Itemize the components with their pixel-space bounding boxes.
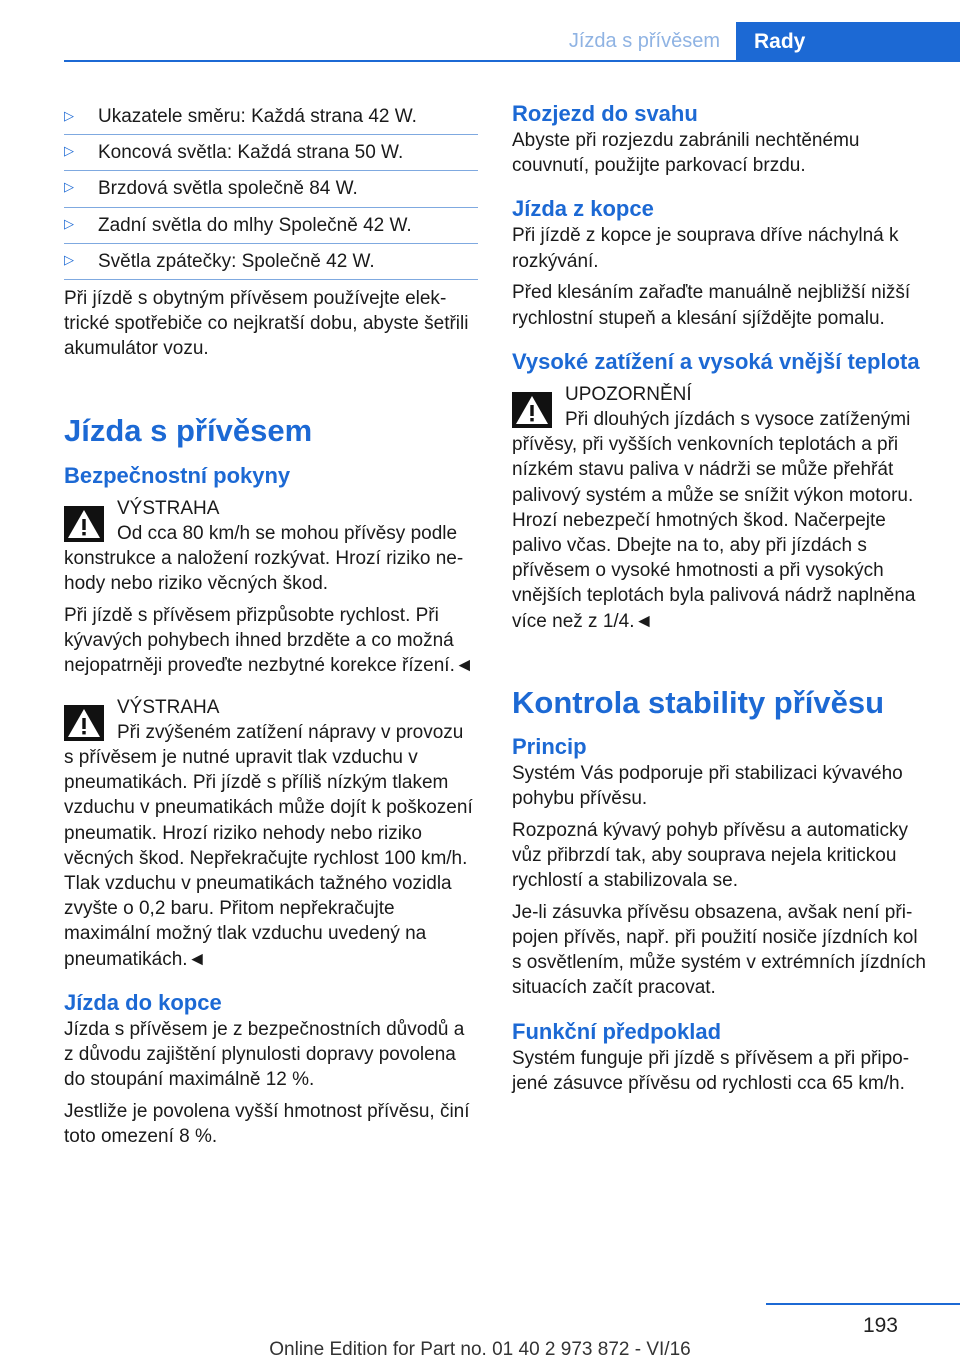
downhill-paragraph: Před klesáním zařaďte manuálně nejbližší nižší rychlostní stupeň a klesání sjíždějte pomalu. [512,282,911,329]
section-title-towing: Jízda s přívěsem [64,412,313,448]
list-item [64,208,478,244]
list-item-text: Zadní světla do mlhy Společně 42 W. [98,214,412,236]
left-column [64,100,478,1156]
header-section-title: Jízda s přívěsem [568,30,720,52]
downhill-paragraph: Při jízdě z kopce je souprava dříve náchylná k rozkývání. [512,225,899,272]
uphill-paragraph: Jízda s přívěsem je z bezpečnostních důvodů a z důvodu zajištění plynulosti dopravy povolena do stoupání maximálně 12 %. [64,1018,465,1091]
list-item [64,171,478,207]
triangle-bullet-icon: ▷ [64,143,74,159]
list-item-text: Ukazatele směru: Každá strana 42 W. [98,106,417,127]
warning-triangle-icon [512,392,552,428]
caution-text: Při dlouhých jízdách s vysoce zatíženými přívěsy, při vyšších venkovních teplotách a při nízkém stavu paliva v nádrži se může přehřát palivový systém a může se snížit výkon motoru. Hrozí nebezpečí hmotných škod. Načerpejte palivo včas. Dbejte na to, aby při jízdách s přívěsem o vysoké hmotnosti a při vysokých vnějších teplotách byla palivová nádrž naplněna více než z 1/4.◄ [512,408,916,632]
warning-text: Od cca 80 km/h se mohou přívěsy podle konstrukce a naložení rozkývat. Hrozí riziko nehody nebo riziko věcných škod. [64,522,464,595]
principle-paragraph: Je-li zásuvka přívěsu obsazena, avšak není připojen přívěs, např. při použití nosiče jízdních kol s osvětlením, může systém v extrémních jízdních situacích začít pracovat. [512,901,926,999]
heading-downhill: Jízda z kopce [512,196,654,222]
warning-text: Při zvýšeném zatížení nápravy v provozu s přívěsem je nutné upravit tlak vzduchu v pneumatikách. Při jízdě s příliš nízkým tlakem vzduchu v pneumatikách může dojít k poškození pneumatik. Hrozí riziko nehody nebo riziko věcných škod. Nepřekračujte rychlost 100 km/h. Tlak vzduchu v pneumatikách tažného vozidla zvyšte o 0,2 baru. Přitom nepřekračujte maximální možný tlak vzduchu uvedený na pneumatikách.◄ [64,721,473,970]
heading-high-load: Vysoké zatížení a vysoká vnější teplota [512,348,920,374]
page-number: 193 [862,1314,898,1337]
warning-block-speed [64,496,478,679]
caution-block-fuel [512,382,926,634]
page-header [0,0,960,62]
footer-rule [766,1303,960,1305]
triangle-bullet-icon: ▷ [64,179,74,195]
warning-label: VÝSTRAHA [117,696,220,718]
heading-safety: Bezpečnostní pokyny [64,462,291,488]
warning-triangle-icon [64,705,104,741]
caution-label: UPOZORNĚNÍ [565,383,692,405]
triangle-bullet-icon: ▷ [64,108,74,123]
heading-principle: Princip [512,733,587,759]
list-item-text: Koncová světla: Každá strana 50 W. [98,142,404,164]
warning-label: VÝSTRAHA [117,497,220,519]
list-item [64,100,478,135]
hill-start-paragraph: Abyste při rozjezdu zabránili nechtěnému couvnutí, použijte parkovací brzdu. [512,130,860,177]
list-item [64,135,478,171]
list-item-text: Brzdová světla společně 84 W. [98,178,358,200]
principle-paragraph: Systém Vás podporuje při stabilizaci kývavého pohybu přívěsu. [512,762,903,809]
principle-paragraph: Rozpozná kývavý pohyb přívěsu a automaticky vůz přibrzdí tak, aby souprava nejela kritickou rychlostí a stabilizovala se. [512,819,909,892]
triangle-bullet-icon: ▷ [64,251,74,267]
warning-triangle-icon [64,506,104,542]
triangle-bullet-icon: ▷ [64,215,74,231]
section-title-trailer-stability: Kontrola stability přívěsu [512,684,885,720]
warning-block-tire-pressure [64,695,478,972]
heading-prerequisite: Funkční předpoklad [512,1018,722,1044]
header-chapter-tab: Rady [736,22,960,60]
prerequisite-paragraph: Systém funguje při jízdě s přívěsem a při připojené zásuvce přívěsu od rychlosti cca 65 km/h. [512,1047,910,1094]
bulb-wattage-list [64,100,478,280]
right-column [512,100,926,1102]
list-item [64,244,478,280]
warning-text: Při jízdě s přívěsem přizpůsobte rychlost. Při kývavých pohybech ihned brzděte a co možná nejopatrněji proveďte nezbytné korekce řízení.◄ [64,604,474,677]
heading-uphill: Jízda do kopce [64,989,222,1015]
uphill-paragraph: Jestliže je povolena vyšší hmotnost přívěsu, činí toto omezení 8 %. [64,1100,470,1148]
caravan-intro-paragraph: Při jízdě s obytným přívěsem používejte elektrické spotřebiče co nejkratší dobu, abyste šetřili akumulátor vozu. [64,288,469,360]
header-rule [64,60,960,62]
list-item-text: Světla zpátečky: Společně 42 W. [98,250,375,272]
heading-hill-start: Rozjezd do svahu [512,101,698,126]
footer-edition: Online Edition for Part no. 01 40 2 973 872 - VI/16 [269,1339,691,1360]
